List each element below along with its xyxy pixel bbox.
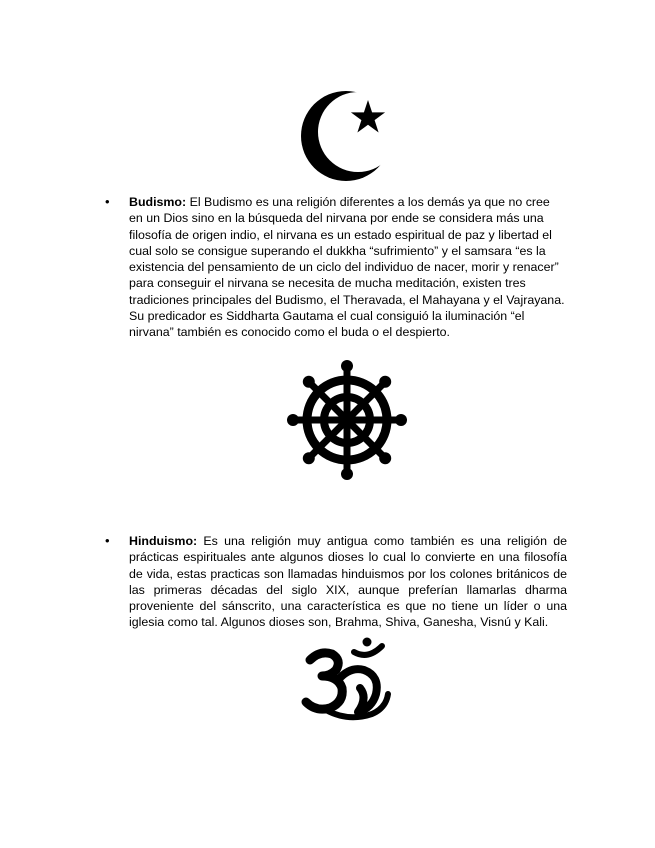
hinduismo-body: Es una religión muy antigua como también es una religión de prácticas espirituales ante algunos dioses lo cual lo convierte en una filosofía de vida, estas practicas son llamadas hinduismos por los colones británicos de las primeras décadas del siglo XIX, aunque preferían llamarlas dharma proveniente del sánscrito, una característica es que no tiene un líder o una iglesia como tal. Algunos dioses son, Brahma, Shiva, Ganesha, Visnú y Kali. — [129, 534, 567, 630]
budismo-paragraph — [129, 194, 567, 341]
term-hinduismo: Hinduismo: — [129, 534, 198, 548]
bullet-marker: • — [105, 194, 110, 209]
section-hinduismo — [105, 533, 567, 631]
hinduismo-paragraph — [129, 533, 567, 631]
bullet-marker: • — [105, 533, 110, 548]
om-icon — [298, 636, 394, 722]
term-budismo: Budismo: — [129, 195, 187, 209]
budismo-body: El Budismo es una religión diferentes a los demás ya que no cree en un Dios sino en la búsqueda del nirvana por ende se considera más una filosofía de origen indio, el nirvana es un estado espiritual de paz y libertad el cual solo se consigue superando el dukkha “sufrimiento” y el samsara “es la existencia del pensamiento de un ciclo del individuo de nacer, morir y renacer” para conseguir el nirvana se necesita de mucha meditación, existen tres tradiciones principales del Budismo, el Theravada, el Mahayana y el Vajrayana. Su predicador es Siddharta Gautama el cual consiguió la iluminación “el nirvana” también es conocido como el buda o el despierto. — [129, 195, 565, 340]
dharma-wheel-icon — [287, 360, 407, 480]
section-budismo — [105, 194, 567, 341]
star-and-crescent-icon — [300, 86, 395, 186]
